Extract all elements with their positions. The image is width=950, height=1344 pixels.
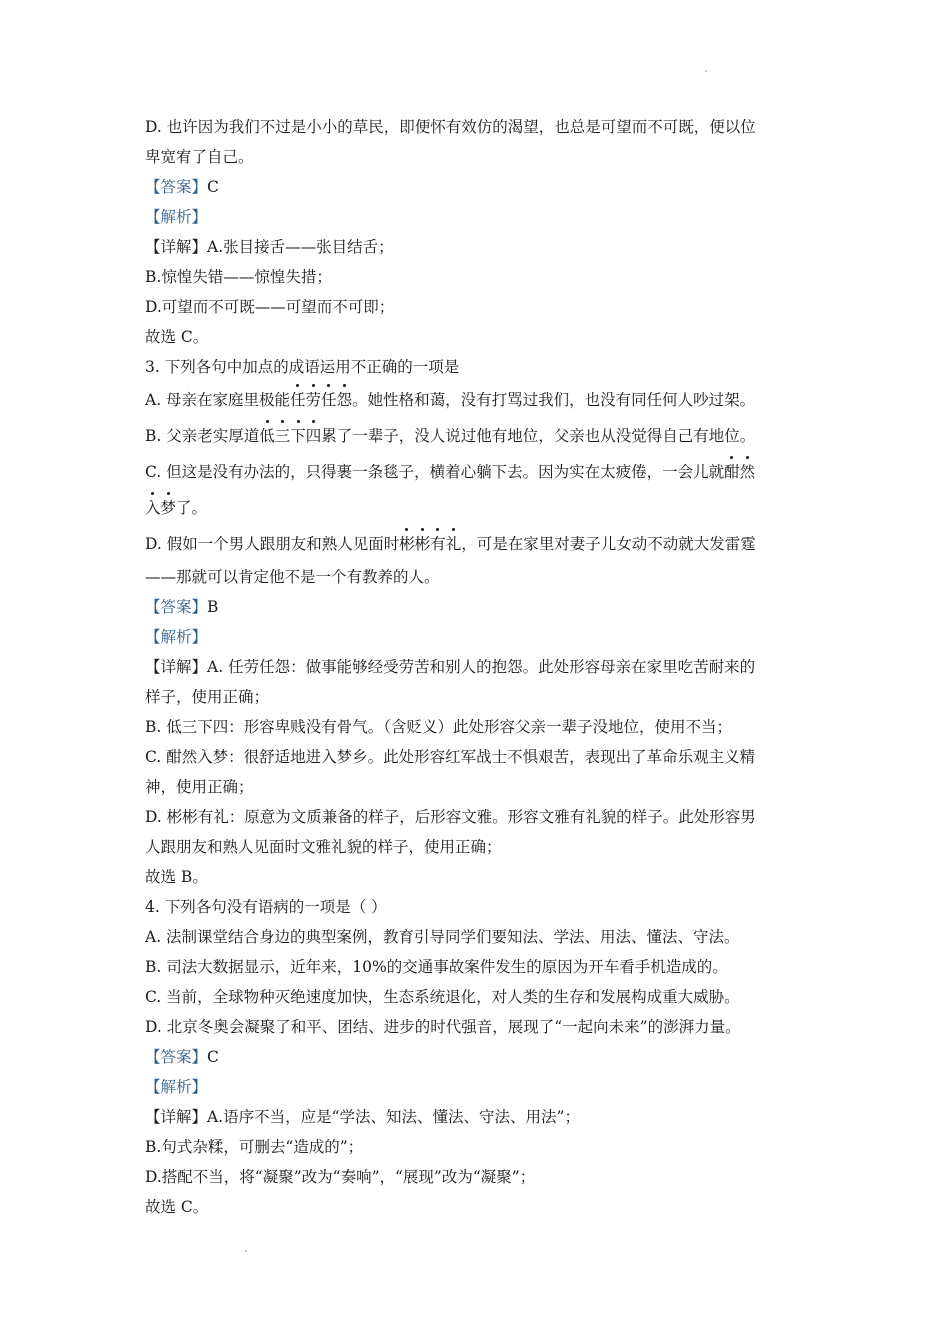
option-text: 累了一辈子，没人说过他有地位，父亲也从没觉得自己有地位。 bbox=[321, 427, 756, 445]
dotted-idiom bbox=[145, 499, 176, 517]
q2-detail-d: D.可望而不可既——可望而不可即； bbox=[145, 298, 395, 316]
q3-option-c-line1 bbox=[145, 454, 810, 490]
q2-conclusion: 故选 C。 bbox=[145, 328, 209, 346]
q4-conclusion: 故选 C。 bbox=[145, 1198, 209, 1216]
q4-stem: 4. 下列各句没有语病的一项是（ ） bbox=[145, 898, 387, 916]
q4-detail-a bbox=[145, 1102, 810, 1132]
detail-tag: 【详解】 bbox=[145, 658, 208, 676]
q4-detail-b: B.句式杂糅，可删去“造成的”； bbox=[145, 1138, 364, 1156]
option-text: D. 假如一个男人跟朋友和熟人见面时 bbox=[145, 535, 400, 553]
idiom-text: 低三下四 bbox=[259, 427, 322, 445]
q3-option-c-line2 bbox=[145, 490, 810, 526]
dotted-idiom bbox=[290, 391, 352, 409]
q4-analysis-tag: 【解析】 bbox=[145, 1078, 208, 1096]
corner-mark-bottom bbox=[245, 1250, 247, 1252]
q3-option-d-line1 bbox=[145, 526, 810, 562]
option-text: C. 但这是没有办法的，只得裹一条毯子，横着心躺下去。因为实在太疲倦，一会儿就 bbox=[145, 463, 725, 481]
q2-detail-b: B.惊惶失错——惊惶失措； bbox=[145, 268, 332, 286]
detail-text: A. 任劳任怨：做事能够经受劳苦和别人的抱怨。此处形容母亲在家里吃苦耐来的 bbox=[207, 658, 756, 676]
detail-tag: 【详解】 bbox=[145, 238, 208, 256]
q3-option-a bbox=[145, 382, 810, 418]
answer-tag: 【答案】 bbox=[145, 598, 208, 616]
detail-text: A.语序不当，应是“学法、知法、懂法、守法、用法”； bbox=[207, 1108, 580, 1126]
dotted-idiom bbox=[724, 463, 755, 481]
idiom-text: 入梦 bbox=[145, 499, 177, 517]
q3-detail-b: B. 低三下四：形容卑贱没有骨气。（含贬义）此处形容父亲一辈子没地位，使用不当； bbox=[145, 718, 732, 736]
option-text: 。她性格和蔼，没有打骂过我们，也没有同任何人吵过架。 bbox=[352, 391, 756, 409]
q3-conclusion: 故选 B。 bbox=[145, 868, 208, 886]
q4-option-c: C. 当前，全球物种灭绝速度加快，生态系统退化，对人类的生存和发展构成重大威胁。 bbox=[145, 988, 740, 1006]
idiom-text: 任劳任怨 bbox=[290, 391, 353, 409]
option-text: 了。 bbox=[176, 499, 208, 517]
q3-analysis-tag: 【解析】 bbox=[145, 628, 208, 646]
option-text: A. 母亲在家庭里极能 bbox=[145, 391, 291, 409]
q3-detail-d2: 人跟朋友和熟人见面时文雅礼貌的样子，使用正确； bbox=[145, 838, 502, 856]
q2-option-d-line2: 卑宽宥了自己。 bbox=[145, 148, 254, 166]
q4-detail-d: D.搭配不当，将“凝聚”改为“奏响”，“展现”改为“凝聚”； bbox=[145, 1168, 536, 1186]
q3-detail-d1: D. 彬彬有礼：原意为文质兼备的样子，后形容文雅。形容文雅有礼貌的样子。此处形容男 bbox=[145, 808, 756, 826]
q4-option-d: D. 北京冬奥会凝聚了和平、团结、进步的时代强音，展现了“一起向未来”的澎湃力量。 bbox=[145, 1018, 741, 1036]
corner-mark-top bbox=[705, 70, 707, 72]
detail-tag: 【详解】 bbox=[145, 1108, 208, 1126]
q2-option-d-line1: D. 也许因为我们不过是小小的草民，即便怀有效仿的渴望，也总是可望而不可既，便以位 bbox=[145, 118, 756, 136]
q4-answer bbox=[145, 1042, 810, 1072]
q3-option-b bbox=[145, 418, 810, 454]
q3-stem: 3. 下列各句中加点的成语运用不正确的一项是 bbox=[145, 358, 460, 376]
option-text: B. 父亲老实厚道 bbox=[145, 427, 260, 445]
q3-answer bbox=[145, 592, 810, 622]
idiom-text: 酣然 bbox=[724, 463, 756, 481]
dotted-idiom bbox=[259, 427, 321, 445]
answer-value: C bbox=[207, 1048, 219, 1066]
q3-detail-c2: 神，使用正确； bbox=[145, 778, 254, 796]
option-text: ，可是在家里对妻子儿女动不动就大发雷霆 bbox=[461, 535, 756, 553]
answer-value: B bbox=[207, 598, 219, 616]
document-body bbox=[145, 112, 810, 1222]
answer-tag: 【答案】 bbox=[145, 178, 208, 196]
answer-tag: 【答案】 bbox=[145, 1048, 208, 1066]
q4-option-b: B. 司法大数据显示，近年来，10%的交通事故案件发生的原因为开车看手机造成的。 bbox=[145, 958, 728, 976]
q3-detail-c1: C. 酣然入梦：很舒适地进入梦乡。此处形容红军战士不惧艰苦，表现出了革命乐观主义精 bbox=[145, 748, 756, 766]
answer-value: C bbox=[207, 178, 219, 196]
q2-analysis-tag: 【解析】 bbox=[145, 208, 208, 226]
idiom-text: 彬彬有礼 bbox=[399, 535, 462, 553]
q2-detail-a bbox=[145, 232, 810, 262]
q3-detail-a1 bbox=[145, 652, 810, 682]
detail-text: A.张目接舌——张目结舌； bbox=[207, 238, 394, 256]
dotted-idiom bbox=[399, 535, 461, 553]
q2-answer bbox=[145, 172, 810, 202]
q4-option-a: A. 法制课堂结合身边的典型案例，教育引导同学们要知法、学法、用法、懂法、守法。 bbox=[145, 928, 740, 946]
q3-option-d-line2: ——那就可以肯定他不是一个有教养的人。 bbox=[145, 568, 440, 586]
q3-detail-a2: 样子，使用正确； bbox=[145, 688, 270, 706]
